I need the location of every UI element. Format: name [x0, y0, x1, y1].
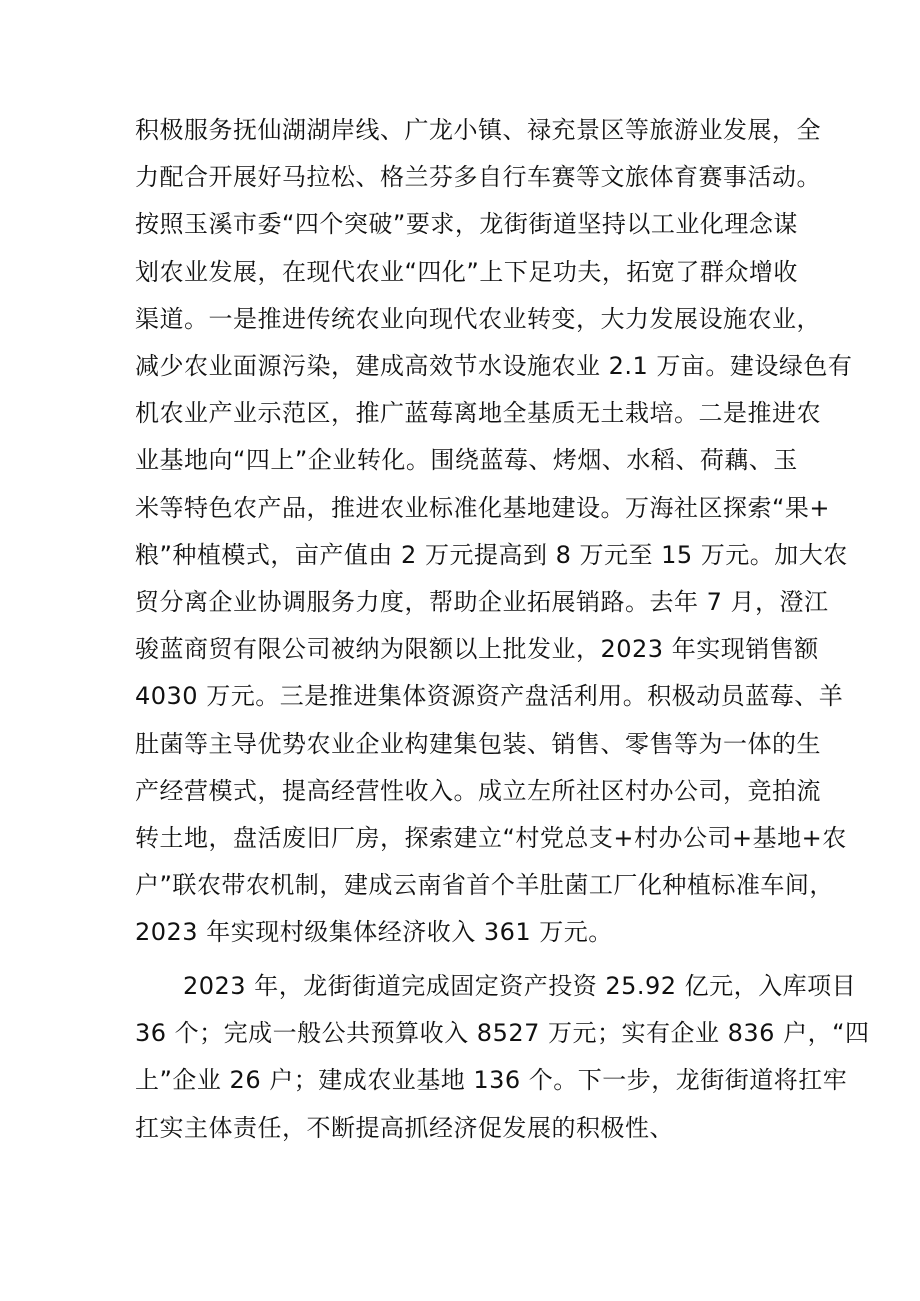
paragraph1-line: 米等特色农产品，推进农业标准化基地建设。万海社区探索“果+ [135, 493, 831, 522]
paragraph1-line: 力配合开展好马拉松、格兰芬多自行车赛等文旅体育赛事活动。 [135, 163, 821, 192]
paragraph2-line: 2023 年，龙街街道完成固定资产投资 25.92 亿元，入库项目 [183, 972, 857, 1000]
paragraph1-line: 按照玉溪市委“四个突破”要求，龙街街道坚持以工业化理念谋 [135, 210, 798, 239]
paragraph1-line: 机农业产业示范区，推广蓝莓离地全基质无土栽培。二是推进农 [135, 399, 821, 428]
paragraph1-line: 2023 年实现村级集体经济收入 361 万元。 [135, 918, 613, 947]
paragraph2-line: 上”企业 26 户；建成农业基地 136 个。下一步，龙街街道将扛牢 [135, 1066, 848, 1095]
paragraph1-line: 户”联农带农机制，建成云南省首个羊肚菌工厂化种植标准车间， [135, 871, 834, 900]
paragraph1-line: 粮”种植模式，亩产值由 2 万元提高到 8 万元至 15 万元。加大农 [135, 540, 848, 569]
paragraph1-line: 产经营模式，提高经营性收入。成立左所社区村办公司，竞拍流 [135, 776, 821, 805]
paragraph1-line: 骏蓝商贸有限公司被纳为限额以上批发业，2023 年实现销售额 [135, 635, 819, 664]
paragraph1-line: 划农业发展，在现代农业“四化”上下足功夫，拓宽了群众增收 [135, 257, 798, 286]
paragraph1-line: 4030 万元。三是推进集体资源资产盘活利用。积极动员蓝莓、羊 [135, 682, 844, 711]
paragraph1-line: 转土地，盘活废旧厂房，探索建立“村党总支+村办公司+基地+农 [135, 824, 847, 852]
paragraph1-line: 减少农业面源污染，建成高效节水设施农业 2.1 万亩。建设绿色有 [135, 352, 853, 380]
paragraph2-line: 36 个；完成一般公共预算收入 8527 万元；实有企业 836 户，“四 [135, 1019, 870, 1048]
paragraph1-line: 积极服务抚仙湖湖岸线、广龙小镇、禄充景区等旅游业发展，全 [135, 116, 821, 144]
paragraph1-line: 渠道。一是推进传统农业向现代农业转变，大力发展设施农业， [135, 304, 821, 333]
paragraph2-line: 扛实主体责任，不断提高抓经济促发展的积极性、 [135, 1113, 674, 1142]
paragraph1-line: 贸分离企业协调服务力度，帮助企业拓展销路。去年 7 月，澄江 [135, 588, 829, 616]
paragraph1-line: 肚菌等主导优势农业企业构建集包装、销售、零售等为一体的生 [135, 729, 821, 758]
paragraph1-line: 业基地向“四上”企业转化。围绕蓝莓、烤烟、水稻、荷藕、玉 [135, 446, 798, 475]
